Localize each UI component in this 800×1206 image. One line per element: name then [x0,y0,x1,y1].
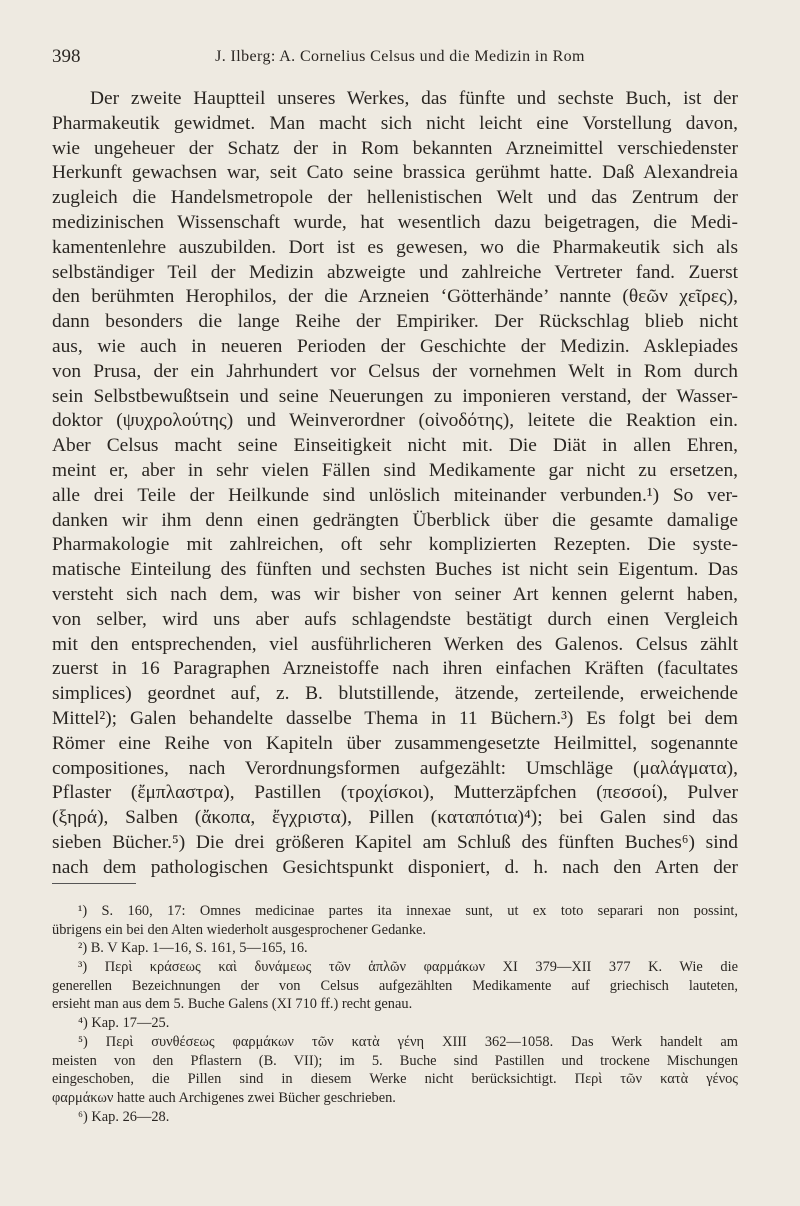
footnote-line: ersieht man aus dem 5. Buche Galens (XI 710 ff.) recht genau. [52,996,413,1013]
text-line: von selber, wird uns aber aufs schlagendste bestätigt durch einen Vergleich [52,608,738,630]
footnote-line: ¹) S. 160, 17: Omnes medicinae partes ita innexae sunt, ut ex toto separari non possint, [78,903,738,919]
text-line: Pharmakeutik gewidmet. Man macht sich nicht leicht eine Vorstellung davon, [52,112,738,134]
text-line: matische Einteilung des fünften und sechsten Buches ist nicht sein Eigentum. Das [52,559,738,581]
text-line: dann besonders die lange Reihe der Empiriker. Der Rückschlag blieb nicht [52,311,738,333]
text-line: danken wir ihm denn einen gedrängten Überblick über die gesamte damalige [52,509,738,531]
text-line: Herkunft gewachsen war, seit Cato seine brassica gerühmt hatte. Daß Alexandreia [52,162,738,184]
text-line: sein Selbstbewußtsein und seine Neuerungen zu imponieren verstand, der Wasser- [52,385,738,407]
text-line: compositiones, nach Verordnungsformen aufgezählt: Umschläge (μαλάγματα), [52,757,738,779]
footnote-line: meisten von den Pflastern (B. VII); im 5. Buche sind Pastillen und trockene Mischungen [52,1052,738,1069]
text-line: alle drei Teile der Heilkunde sind unlöslich miteinander verbunden.¹) So ver- [52,484,738,506]
text-line: kamentenlehre auszubilden. Dort ist es gewesen, wo die Pharmakeutik sich als [52,236,738,258]
text-line: Mittel²); Galen behandelte dasselbe Thema in 11 Büchern.³) Es folgt bei dem [52,707,738,729]
text-line: selbständiger Teil der Medizin abzweigte und zahlreiche Vertreter fand. Zuerst [52,261,738,283]
text-line: zuerst in 16 Paragraphen Arzneistoffe nach ihren einfachen Kräften (facultates [52,658,738,680]
text-line: (ξηρά), Salben (ἄκοπα, ἔγχριστα), Pillen (καταπότια)⁴); bei Galen sind das [52,807,738,829]
text-line: von Prusa, der ein Jahrhundert vor Celsus der vornehmen Welt in Rom durch [52,360,738,382]
footnote-line: übrigens ein bei den Alten wiederholt ausgesprochener Gedanke. [52,921,427,938]
footnote-line: ⁵) Περὶ συνθέσεως φαρμάκων τῶν κατὰ γένη XIII 362—1058. Das Werk handelt am [78,1033,738,1050]
footnote-line: ⁴) Kap. 17—25. [78,1015,170,1032]
footnote-line: ²) B. V Kap. 1—16, S. 161, 5—165, 16. [78,940,308,957]
text-line: mit den entsprechenden, viel ausführlicheren Werken des Galenos. Celsus zählt [52,633,738,655]
text-line: Pflaster (ἔμπλαστρα), Pastillen (τροχίσκοι), Mutterzäpfchen (πεσσοί), Pulver [52,782,738,804]
footnotes [52,902,738,1126]
text-line: Der zweite Hauptteil unseres Werkes, das fünfte und sechste Buch, ist der [90,88,738,109]
text-line: versteht sich nach dem, was wir bisher von seiner Art kennen gelernt haben, [52,583,738,605]
text-line: medizinischen Wissenschaft wurde, hat wesentlich dazu beigetragen, die Medi- [52,211,738,233]
footnote-line: φαρμάκων hatte auch Archigenes zwei Bücher geschrieben. [52,1089,396,1106]
text-line: nach dem pathologischen Gesichtspunkt disponiert, d. h. nach den Arten der [52,856,738,878]
footnote-divider [52,883,136,884]
text-line: Pharmakologie mit zahlreichen, oft sehr komplizierten Rezepten. Die syste- [52,534,738,556]
footnote-line: generellen Bezeichnungen der von Celsus aufgezählten Medikamente auf griechisch lauteten, [52,977,738,994]
text-line: aus, wie auch in neueren Perioden der Geschichte der Medizin. Asklepiades [52,335,738,357]
page-header [50,46,750,68]
text-line: simplices) geordnet auf, z. B. blutstillende, ätzende, zerteilende, erweichende [52,683,738,705]
text-line: meint er, aber in sehr vielen Fällen sind Medikamente gar nicht zu ersetzen, [52,459,738,481]
text-line: sieben Bücher.⁵) Die drei größeren Kapitel am Schluß des fünften Buches⁶) sind [52,831,738,853]
footnote-line: ³) Περὶ κράσεως καὶ δυνάμεως τῶν ἁπλῶν φαρμάκων XI 379—XII 377 K. Wie die [78,959,738,976]
text-line: Aber Celsus macht seine Einseitigkeit nicht mit. Die Diät in allen Ehren, [52,435,738,457]
text-line: wie ungeheuer der Schatz der in Rom bekannten Arzneimittel verschiedenster [52,137,738,159]
footnote-line: eingeschoben, die Pillen sind in diesem Werke nicht berücksichtigt. Περὶ τῶν κατὰ γένος [52,1071,738,1088]
running-title: J. Ilberg: A. Cornelius Celsus und die Medizin in Rom [215,48,585,65]
footnote-line: ⁶) Kap. 26—28. [78,1108,170,1125]
text-line: doktor (ψυχρολούτης) und Weinverordner (οἰνοδότης), leitete die Reaktion ein. [52,410,738,432]
text-line: den berühmten Herophilos, der die Arzneien ‘Götterhände’ nannte (θεῶν χεῖρες), [52,286,738,308]
page-number: 398 [52,46,81,67]
text-line: Römer eine Reihe von Kapiteln über zusammengesetzte Heilmittel, sogenannte [52,732,738,754]
main-text [52,87,738,881]
text-line: zugleich die Handelsmetropole der hellenistischen Welt und das Zentrum der [52,187,738,209]
